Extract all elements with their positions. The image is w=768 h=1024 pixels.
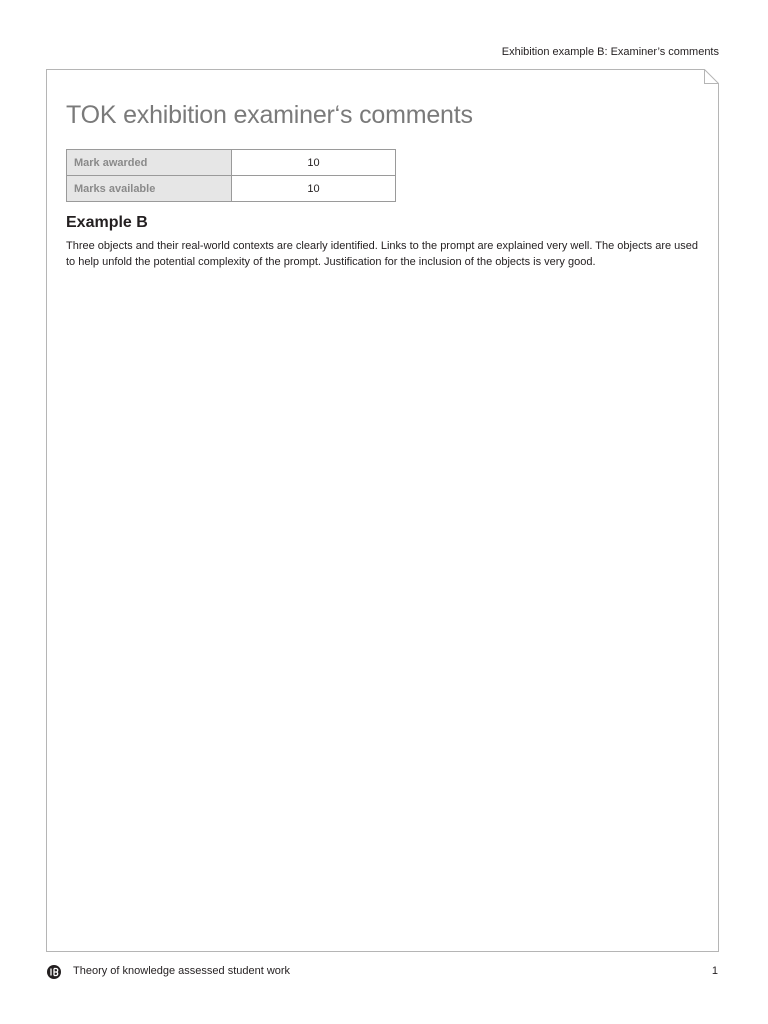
- section-heading: Example B: [66, 214, 148, 231]
- marks-table: [66, 149, 396, 202]
- running-head: Exhibition example B: Examiner’s comments: [501, 46, 719, 58]
- marks-available-label: Marks available: [67, 176, 232, 202]
- folded-corner-icon: [705, 70, 719, 84]
- mark-awarded-value: 10: [232, 150, 396, 176]
- table-row: [67, 150, 396, 176]
- marks-available-value: 10: [232, 176, 396, 202]
- page-number: 1: [711, 965, 718, 977]
- examiner-comment: Three objects and their real-world contexts are clearly identified. Links to the prompt are explained very well. The objects are used to help unfold the potential complexity of the prompt. Justification for the inclusion of the objects is very good.: [66, 240, 699, 268]
- mark-awarded-label: Mark awarded: [67, 150, 232, 176]
- footer: [46, 963, 718, 981]
- ib-logo-icon: [46, 964, 62, 980]
- footer-text: Theory of knowledge assessed student work: [73, 965, 291, 977]
- table-row: [67, 176, 396, 202]
- page-title: TOK exhibition examiner‘s comments: [66, 101, 473, 129]
